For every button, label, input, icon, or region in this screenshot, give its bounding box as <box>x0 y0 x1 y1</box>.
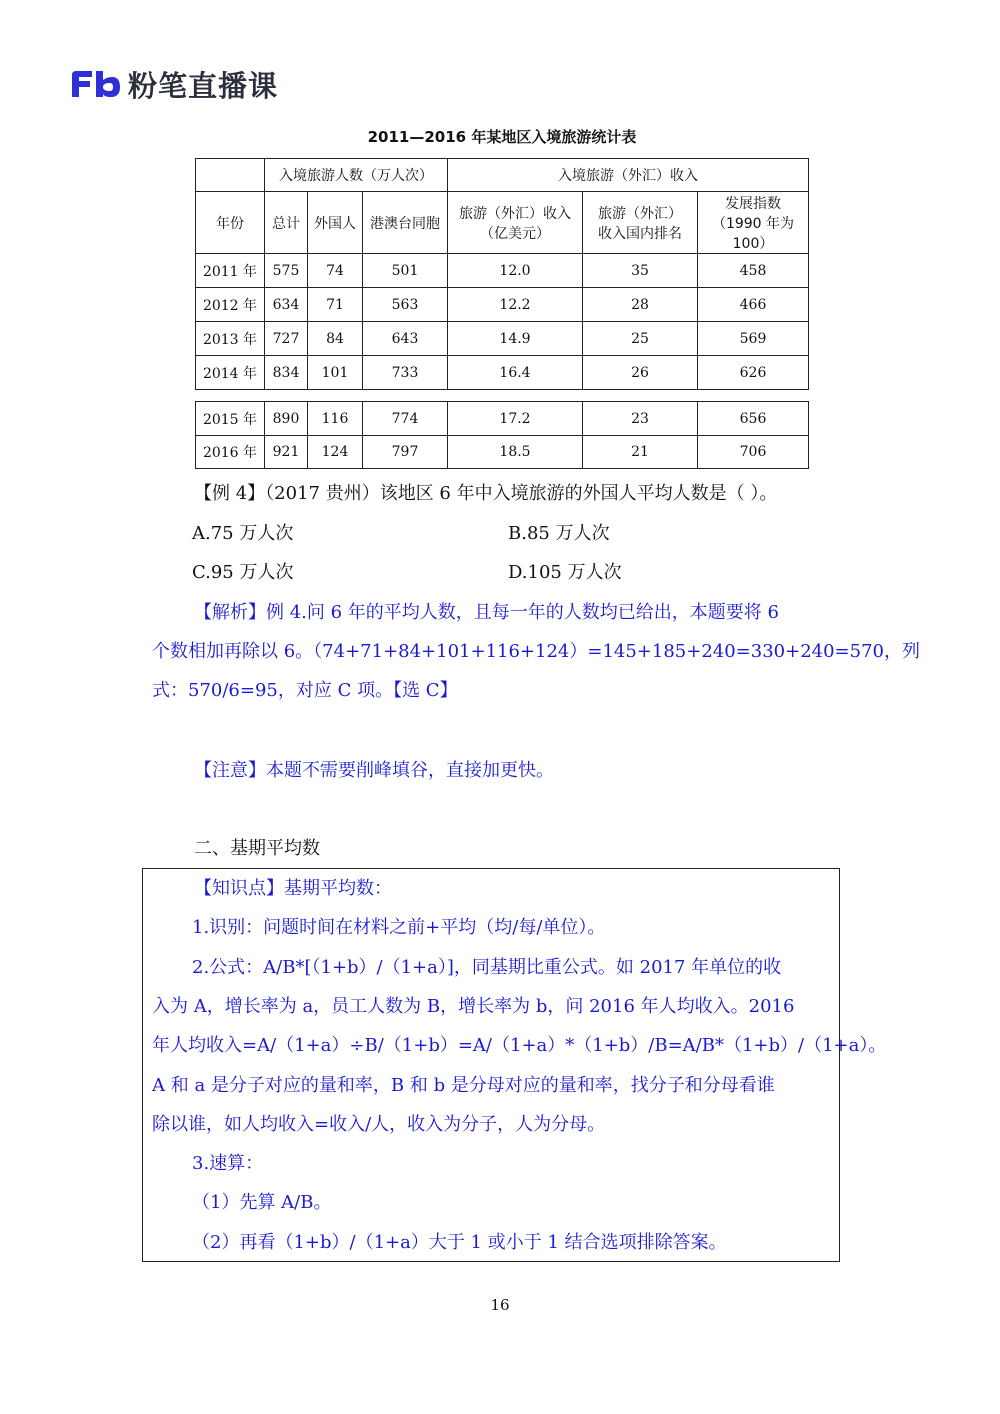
cell-hk: 563 <box>363 288 448 322</box>
table-title: 2011—2016 年某地区入境旅游统计表 <box>367 128 637 146</box>
col-index-line-2: （1990 年为 100） <box>711 215 795 252</box>
col-income-line-2: （亿美元） <box>480 225 550 242</box>
cell-rank: 26 <box>583 356 698 390</box>
option-a: A.75 万人次 <box>192 523 294 544</box>
page-number: 16 <box>490 1296 510 1314</box>
cell-total: 921 <box>265 436 308 469</box>
option-d: D.105 万人次 <box>508 562 622 583</box>
table-corner-cell <box>196 159 265 192</box>
knowledge-point-3-1: （1）先算 A/B。 <box>192 1192 332 1213</box>
cell-income: 14.9 <box>448 322 583 356</box>
knowledge-point-2-line-1: 2.公式：A/B*[（1+b）/（1+a）]，同基期比重公式。如 2017 年单位的收 <box>192 957 782 978</box>
cell-hk: 797 <box>363 436 448 469</box>
cell-total: 575 <box>265 254 308 288</box>
col-foreign-header: 外国人 <box>308 192 363 254</box>
group-income-header: 入境旅游（外汇）收入 <box>448 159 809 192</box>
knowledge-title: 【知识点】基期平均数： <box>194 878 392 899</box>
note-text: 【注意】本题不需要削峰填谷，直接加更快。 <box>194 760 554 781</box>
knowledge-point-1: 1.识别：问题时间在材料之前+平均（均/每/单位）。 <box>192 917 606 938</box>
brand-name: 粉笔直播课 <box>128 68 279 103</box>
stats-table-part-1 <box>195 158 809 390</box>
option-c: C.95 万人次 <box>192 562 294 583</box>
cell-rank: 21 <box>583 436 698 469</box>
table-row <box>196 402 809 436</box>
table-row <box>196 288 809 322</box>
cell-hk: 774 <box>363 402 448 436</box>
col-total-header: 总计 <box>265 192 308 254</box>
cell-rank: 28 <box>583 288 698 322</box>
cell-total: 634 <box>265 288 308 322</box>
table-row <box>196 322 809 356</box>
cell-year: 2013 年 <box>196 322 265 356</box>
col-year-header: 年份 <box>196 192 265 254</box>
cell-index: 706 <box>698 436 809 469</box>
group-visitors-header: 入境旅游人数（万人次） <box>265 159 448 192</box>
knowledge-point-2-line-4: A 和 a 是分子对应的量和率，B 和 b 是分母对应的量和率，找分子和分母看谁 <box>152 1075 775 1096</box>
analysis-line-1: 【解析】例 4.问 6 年的平均人数，且每一年的人数均已给出，本题要将 6 <box>194 602 779 623</box>
cell-index: 656 <box>698 402 809 436</box>
cell-hk: 501 <box>363 254 448 288</box>
col-hk-header: 港澳台同胞 <box>363 192 448 254</box>
col-index-header <box>698 192 809 254</box>
analysis-line-2: 个数相加再除以 6。（74+71+84+101+116+124）=145+185+240=330+240=570，列 <box>152 641 920 662</box>
analysis-line-3: 式：570/6=95，对应 C 项。【选 C】 <box>152 680 458 701</box>
cell-foreign: 74 <box>308 254 363 288</box>
cell-income: 18.5 <box>448 436 583 469</box>
cell-year: 2014 年 <box>196 356 265 390</box>
knowledge-point-2-line-3: 年人均收入=A/（1+a）÷B/（1+b）=A/（1+a）*（1+b）/B=A/B*（1+b）/（1+a）。 <box>152 1035 887 1056</box>
cell-index: 466 <box>698 288 809 322</box>
cell-total: 727 <box>265 322 308 356</box>
cell-foreign: 71 <box>308 288 363 322</box>
col-income-line-1: 旅游（外汇）收入 <box>459 205 571 222</box>
cell-rank: 23 <box>583 402 698 436</box>
table-row <box>196 436 809 469</box>
cell-year: 2012 年 <box>196 288 265 322</box>
cell-income: 12.0 <box>448 254 583 288</box>
cell-year: 2016 年 <box>196 436 265 469</box>
option-b: B.85 万人次 <box>508 523 610 544</box>
fb-logo-icon <box>70 66 122 102</box>
table-row <box>196 254 809 288</box>
cell-index: 458 <box>698 254 809 288</box>
stats-table-part-2 <box>195 401 809 469</box>
cell-foreign: 84 <box>308 322 363 356</box>
cell-rank: 25 <box>583 322 698 356</box>
brand-logo <box>70 64 278 104</box>
knowledge-point-3-2: （2）再看（1+b）/（1+a）大于 1 或小于 1 结合选项排除答案。 <box>192 1232 727 1253</box>
question-stem: 【例 4】（2017 贵州）该地区 6 年中入境旅游的外国人平均人数是（ ）。 <box>194 483 778 504</box>
cell-total: 834 <box>265 356 308 390</box>
cell-foreign: 124 <box>308 436 363 469</box>
table-row <box>196 356 809 390</box>
cell-hk: 733 <box>363 356 448 390</box>
cell-year: 2015 年 <box>196 402 265 436</box>
cell-rank: 35 <box>583 254 698 288</box>
cell-total: 890 <box>265 402 308 436</box>
knowledge-point-2-line-5: 除以谁，如人均收入=收入/人，收入为分子，人为分母。 <box>152 1114 606 1135</box>
cell-foreign: 116 <box>308 402 363 436</box>
cell-income: 12.2 <box>448 288 583 322</box>
cell-index: 626 <box>698 356 809 390</box>
cell-income: 17.2 <box>448 402 583 436</box>
cell-foreign: 101 <box>308 356 363 390</box>
col-rank-line-1: 旅游（外汇） <box>598 205 682 222</box>
section-title: 二、基期平均数 <box>194 838 320 859</box>
cell-hk: 643 <box>363 322 448 356</box>
knowledge-point-2-line-2: 入为 A，增长率为 a，员工人数为 B，增长率为 b，问 2016 年人均收入。2016 <box>152 996 795 1017</box>
col-income-header <box>448 192 583 254</box>
cell-year: 2011 年 <box>196 254 265 288</box>
col-rank-line-2: 收入国内排名 <box>598 225 682 242</box>
cell-index: 569 <box>698 322 809 356</box>
col-rank-header <box>583 192 698 254</box>
col-index-line-1: 发展指数 <box>725 195 781 212</box>
cell-income: 16.4 <box>448 356 583 390</box>
knowledge-point-3: 3.速算： <box>192 1153 264 1174</box>
